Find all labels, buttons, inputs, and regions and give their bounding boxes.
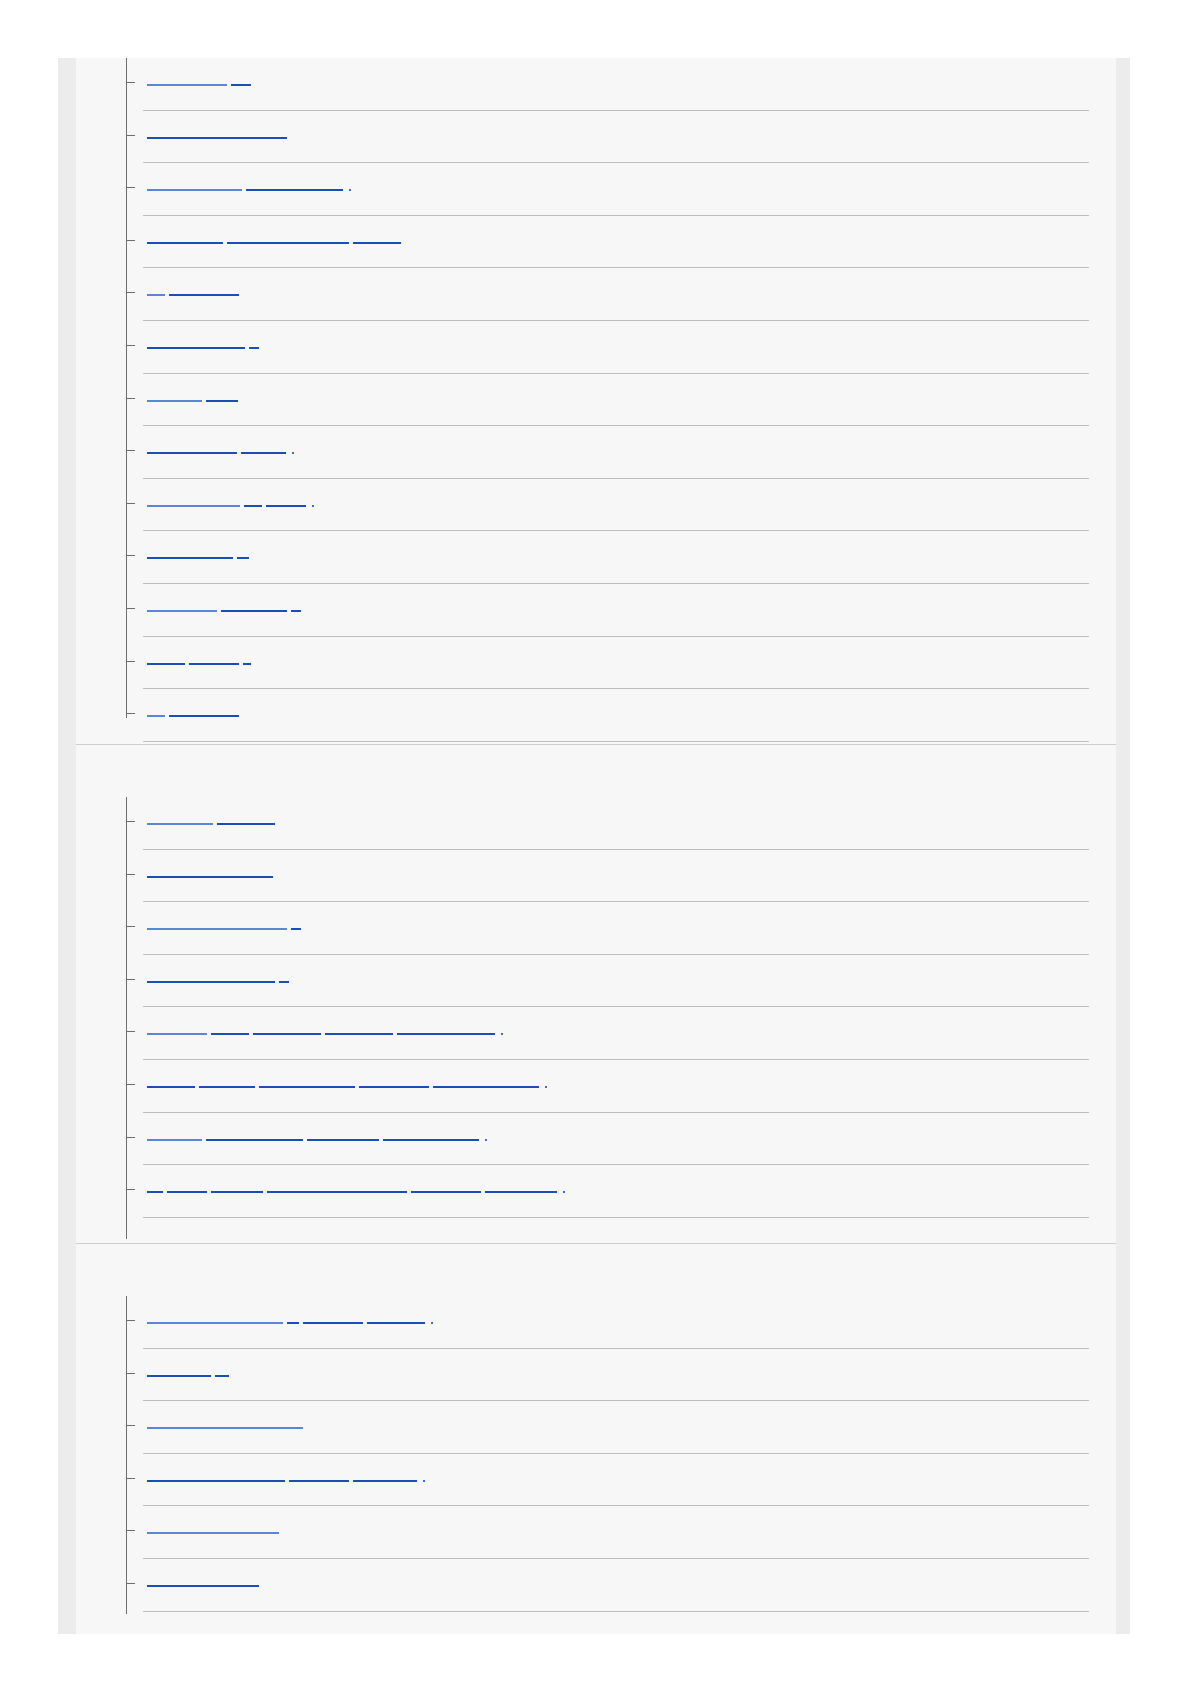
link-trailing-mark: [292, 452, 294, 454]
toc-row: [143, 955, 1089, 1008]
link-trailing-mark: [563, 1191, 565, 1193]
tree-branch: [127, 874, 135, 875]
link-text-segment: [147, 345, 245, 349]
tree-branch: [127, 979, 135, 980]
link-text-segment: [147, 1137, 202, 1141]
link-text-segment: [289, 1478, 349, 1482]
toc-link[interactable]: [147, 72, 255, 86]
toc-link[interactable]: [147, 651, 255, 665]
toc-row: [143, 1454, 1089, 1507]
toc-row: [143, 1165, 1089, 1218]
link-text-segment: [215, 1373, 229, 1377]
toc-tree-1: [126, 58, 1089, 718]
link-text-segment: [147, 713, 165, 717]
link-text-segment: [237, 555, 249, 559]
link-text-segment: [147, 82, 227, 86]
link-text-segment: [246, 187, 343, 191]
link-text-segment: [147, 240, 223, 244]
toc-link[interactable]: [147, 493, 314, 507]
toc-row: [143, 1113, 1089, 1166]
link-text-segment: [227, 240, 349, 244]
link-text-segment: [147, 1320, 283, 1324]
toc-link[interactable]: [147, 916, 305, 930]
link-text-segment: [147, 135, 287, 139]
toc-row: [143, 1060, 1089, 1113]
link-trailing-mark: [312, 505, 314, 507]
link-text-segment: [147, 450, 237, 454]
toc-row: [143, 426, 1089, 479]
toc-link[interactable]: [147, 335, 263, 349]
tree-branch: [127, 555, 135, 556]
link-text-segment: [147, 555, 233, 559]
toc-link[interactable]: [147, 1021, 503, 1035]
tree-branch: [127, 1583, 135, 1584]
tree-branch: [127, 82, 135, 83]
toc-link[interactable]: [147, 545, 253, 559]
link-text-segment: [147, 292, 165, 296]
link-text-segment: [303, 1320, 363, 1324]
toc-link[interactable]: [147, 177, 351, 191]
tree-branch: [127, 1373, 135, 1374]
link-text-segment: [217, 821, 275, 825]
tree-branch: [127, 503, 135, 504]
toc-row: [143, 797, 1089, 850]
toc-section-2: [76, 745, 1116, 1244]
toc-row: [143, 1349, 1089, 1402]
toc-link[interactable]: [147, 598, 305, 612]
tree-branch: [127, 1425, 135, 1426]
toc-row: [143, 58, 1089, 111]
link-text-segment: [383, 1137, 479, 1141]
link-text-segment: [147, 661, 185, 665]
toc-row: [143, 1296, 1089, 1349]
toc-link[interactable]: [147, 811, 279, 825]
link-text-segment: [249, 345, 259, 349]
link-trailing-mark: [501, 1033, 503, 1035]
toc-row: [143, 216, 1089, 269]
link-text-segment: [147, 979, 275, 983]
toc-row: [143, 1559, 1089, 1612]
link-text-segment: [147, 1373, 211, 1377]
toc-link[interactable]: [147, 388, 242, 402]
link-text-segment: [253, 1031, 321, 1035]
toc-row: [143, 479, 1089, 532]
tree-branch: [127, 450, 135, 451]
link-trailing-mark: [545, 1086, 547, 1088]
link-text-segment: [189, 661, 239, 665]
tree-branch: [127, 187, 135, 188]
link-text-segment: [259, 1084, 355, 1088]
link-text-segment: [244, 503, 262, 507]
link-trailing-mark: [485, 1139, 487, 1141]
toc-tree-3: [126, 1296, 1089, 1614]
toc-section-1: [76, 58, 1116, 745]
link-text-segment: [169, 292, 239, 296]
link-text-segment: [353, 240, 401, 244]
link-text-segment: [279, 979, 289, 983]
link-text-segment: [367, 1320, 425, 1324]
link-text-segment: [211, 1031, 249, 1035]
link-text-segment: [147, 1583, 259, 1587]
link-text-segment: [221, 608, 287, 612]
toc-link[interactable]: [147, 1520, 283, 1534]
link-text-segment: [169, 713, 239, 717]
link-text-segment: [433, 1084, 539, 1088]
toc-link[interactable]: [147, 282, 243, 296]
tree-branch: [127, 926, 135, 927]
toc-row: [143, 321, 1089, 374]
tree-branch: [127, 1137, 135, 1138]
tree-branch: [127, 1530, 135, 1531]
tree-branch: [127, 240, 135, 241]
link-text-segment: [266, 503, 306, 507]
link-text-segment: [147, 874, 273, 878]
toc-link[interactable]: [147, 1310, 433, 1324]
link-text-segment: [411, 1189, 481, 1193]
toc-row: [143, 584, 1089, 637]
link-text-segment: [243, 661, 251, 665]
link-text-segment: [147, 926, 287, 930]
link-text-segment: [267, 1189, 407, 1193]
link-text-segment: [167, 1189, 207, 1193]
toc-row: [143, 689, 1089, 742]
tree-branch: [127, 398, 135, 399]
link-text-segment: [287, 1320, 299, 1324]
link-text-segment: [147, 1031, 207, 1035]
toc-row: [143, 111, 1089, 164]
link-text-segment: [307, 1137, 379, 1141]
link-text-segment: [231, 82, 251, 86]
toc-link[interactable]: [147, 230, 405, 244]
toc-row: [143, 268, 1089, 321]
toc-link[interactable]: [147, 864, 277, 878]
toc-row: [143, 850, 1089, 903]
toc-row: [143, 1007, 1089, 1060]
link-text-segment: [241, 450, 286, 454]
tree-branch: [127, 135, 135, 136]
toc-link[interactable]: [147, 1074, 547, 1088]
tree-branch: [127, 1189, 135, 1190]
link-text-segment: [291, 926, 301, 930]
link-text-segment: [147, 821, 213, 825]
toc-link[interactable]: [147, 1415, 307, 1429]
toc-link[interactable]: [147, 1468, 425, 1482]
link-text-segment: [147, 1425, 303, 1429]
link-text-segment: [147, 187, 242, 191]
tree-branch: [127, 821, 135, 822]
link-text-segment: [397, 1031, 495, 1035]
link-text-segment: [147, 1084, 195, 1088]
tree-branch: [127, 292, 135, 293]
toc-link[interactable]: [147, 1127, 487, 1141]
toc-row: [143, 902, 1089, 955]
link-text-segment: [291, 608, 301, 612]
link-text-segment: [353, 1478, 417, 1482]
link-trailing-mark: [431, 1322, 433, 1324]
link-text-segment: [206, 398, 238, 402]
toc-link[interactable]: [147, 1573, 263, 1587]
tree-branch: [127, 1320, 135, 1321]
toc-link[interactable]: [147, 1363, 233, 1377]
link-text-segment: [147, 1530, 279, 1534]
toc-link[interactable]: [147, 1179, 565, 1193]
toc-tree-2: [126, 797, 1089, 1239]
link-text-segment: [199, 1084, 255, 1088]
toc-row: [143, 531, 1089, 584]
tree-branch: [127, 1031, 135, 1032]
link-text-segment: [147, 503, 240, 507]
tree-branch: [127, 1478, 135, 1479]
toc-link[interactable]: [147, 125, 291, 139]
tree-branch: [127, 661, 135, 662]
tree-branch: [127, 1084, 135, 1085]
toc-row: [143, 1506, 1089, 1559]
toc-link[interactable]: [147, 969, 293, 983]
link-trailing-mark: [349, 189, 351, 191]
toc-row: [143, 163, 1089, 216]
toc-link[interactable]: [147, 440, 294, 454]
link-text-segment: [147, 608, 217, 612]
toc-row: [143, 1401, 1089, 1454]
link-trailing-mark: [423, 1480, 425, 1482]
tree-branch: [127, 713, 135, 714]
link-text-segment: [206, 1137, 303, 1141]
tree-branch: [127, 345, 135, 346]
link-text-segment: [359, 1084, 429, 1088]
toc-link[interactable]: [147, 703, 243, 717]
tree-branch: [127, 608, 135, 609]
link-text-segment: [147, 1478, 285, 1482]
link-text-segment: [147, 398, 202, 402]
link-text-segment: [211, 1189, 263, 1193]
link-text-segment: [485, 1189, 557, 1193]
link-text-segment: [147, 1189, 163, 1193]
link-text-segment: [325, 1031, 393, 1035]
toc-section-3: [76, 1244, 1116, 1604]
toc-row: [143, 637, 1089, 690]
page-content: [76, 58, 1116, 1634]
toc-row: [143, 374, 1089, 427]
